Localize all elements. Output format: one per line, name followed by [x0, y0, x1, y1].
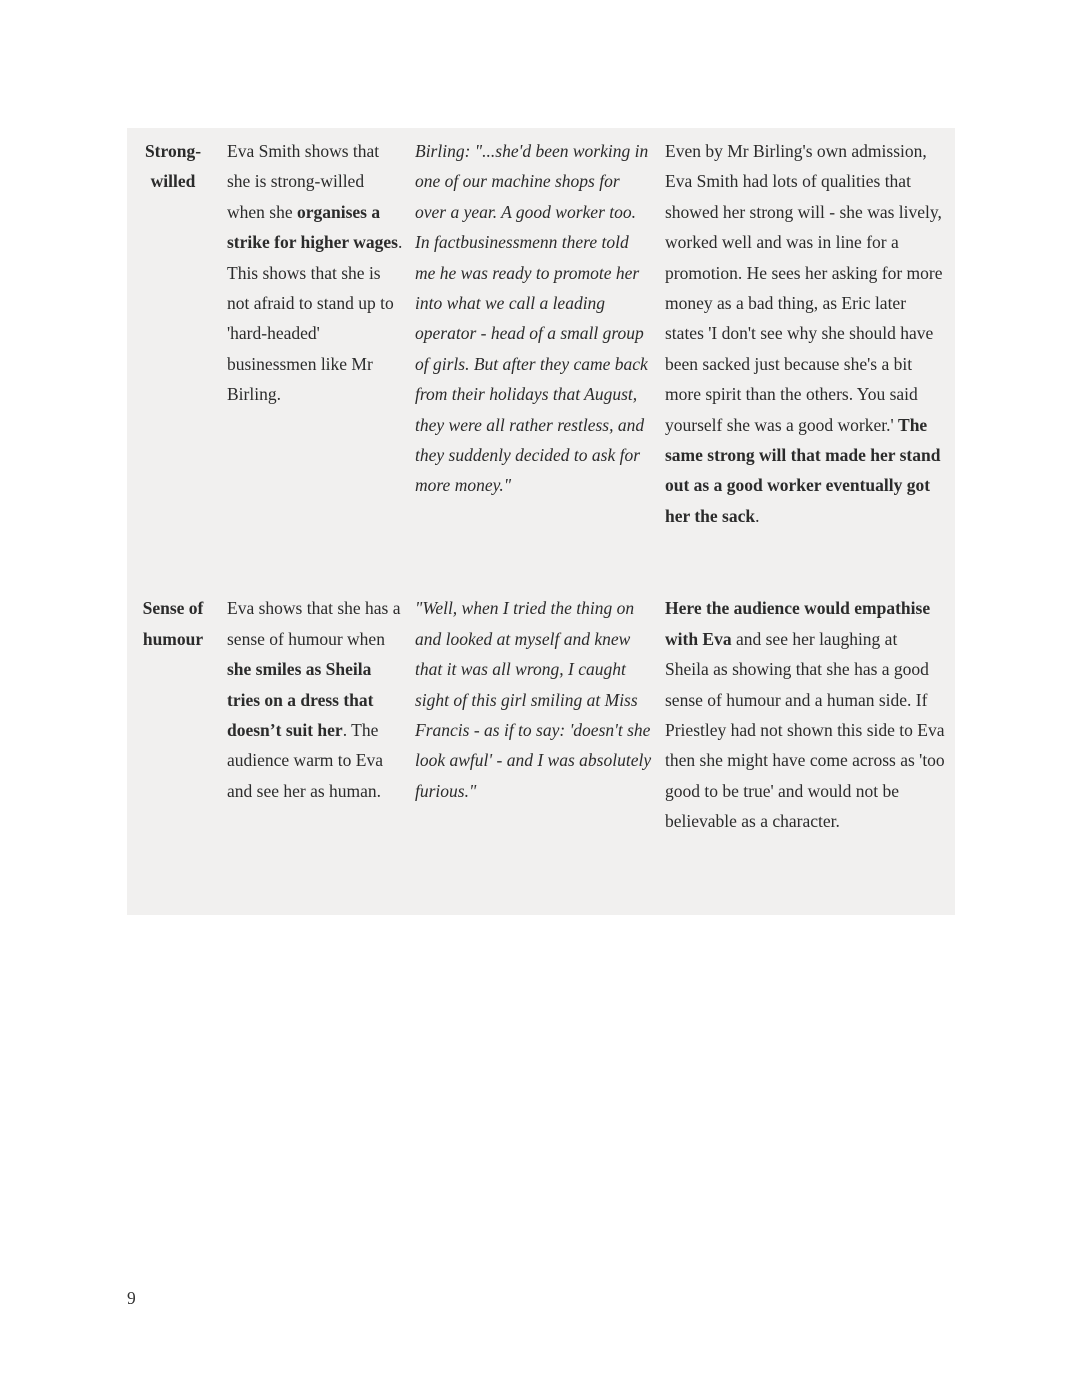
table-row — [131, 593, 945, 836]
quote-cell: Birling: "...she'd been working in one of our machine shops for over a year. A good worker too. In factbusinessmenn there told me he was ready to promote her into what we call a leading operator - head of a small group of girls. But after they came back from their holidays that August, they were all rather restless, and they suddenly decided to ask for more money." — [415, 141, 649, 496]
analysis-cell: Even by Mr Birling's own admission, Eva Smith had lots of qualities that showed her strong will - she was lively, worked well and was in line for a promotion. He sees her asking for more money as a bad thing, as Eric later states 'I don't see why she should have been sacked just because she's a bit more spirit than the others. You said yourself she was a good worker.' The same strong will that made her stand out as a good worker eventually got her the sack. — [665, 141, 943, 526]
analysis-cell: Here the audience would empathise with Eva and see her laughing at Sheila as showing that she has a good sense of humour and a human side. If Priestley had not shown this side to Eva then she might have come across as 'too good to be true' and would not be believable as a character. — [665, 598, 945, 832]
description-cell: Eva Smith shows that she is strong-willed when she organises a strike for higher wages. This shows that she is not afraid to stand up to 'hard-headed' businessmen like Mr Birling. — [227, 141, 403, 405]
table-row — [131, 136, 945, 531]
description-cell: Eva shows that she has a sense of humour when she smiles as Sheila tries on a dress that doesn’t suit her. The audience warm to Eva and see her as human. — [227, 598, 401, 801]
trait-cell: Sense of humour — [142, 598, 204, 649]
character-notes-table — [127, 128, 955, 915]
page-number: 9 — [127, 1288, 136, 1308]
quote-cell: "Well, when I tried the thing on and looked at myself and knew that it was all wrong, I caught sight of this girl smiling at Miss Francis - as if to say: 'doesn't she look awful' - and I was absolutely furious." — [415, 598, 652, 801]
trait-cell: Strong-willed — [144, 141, 202, 192]
